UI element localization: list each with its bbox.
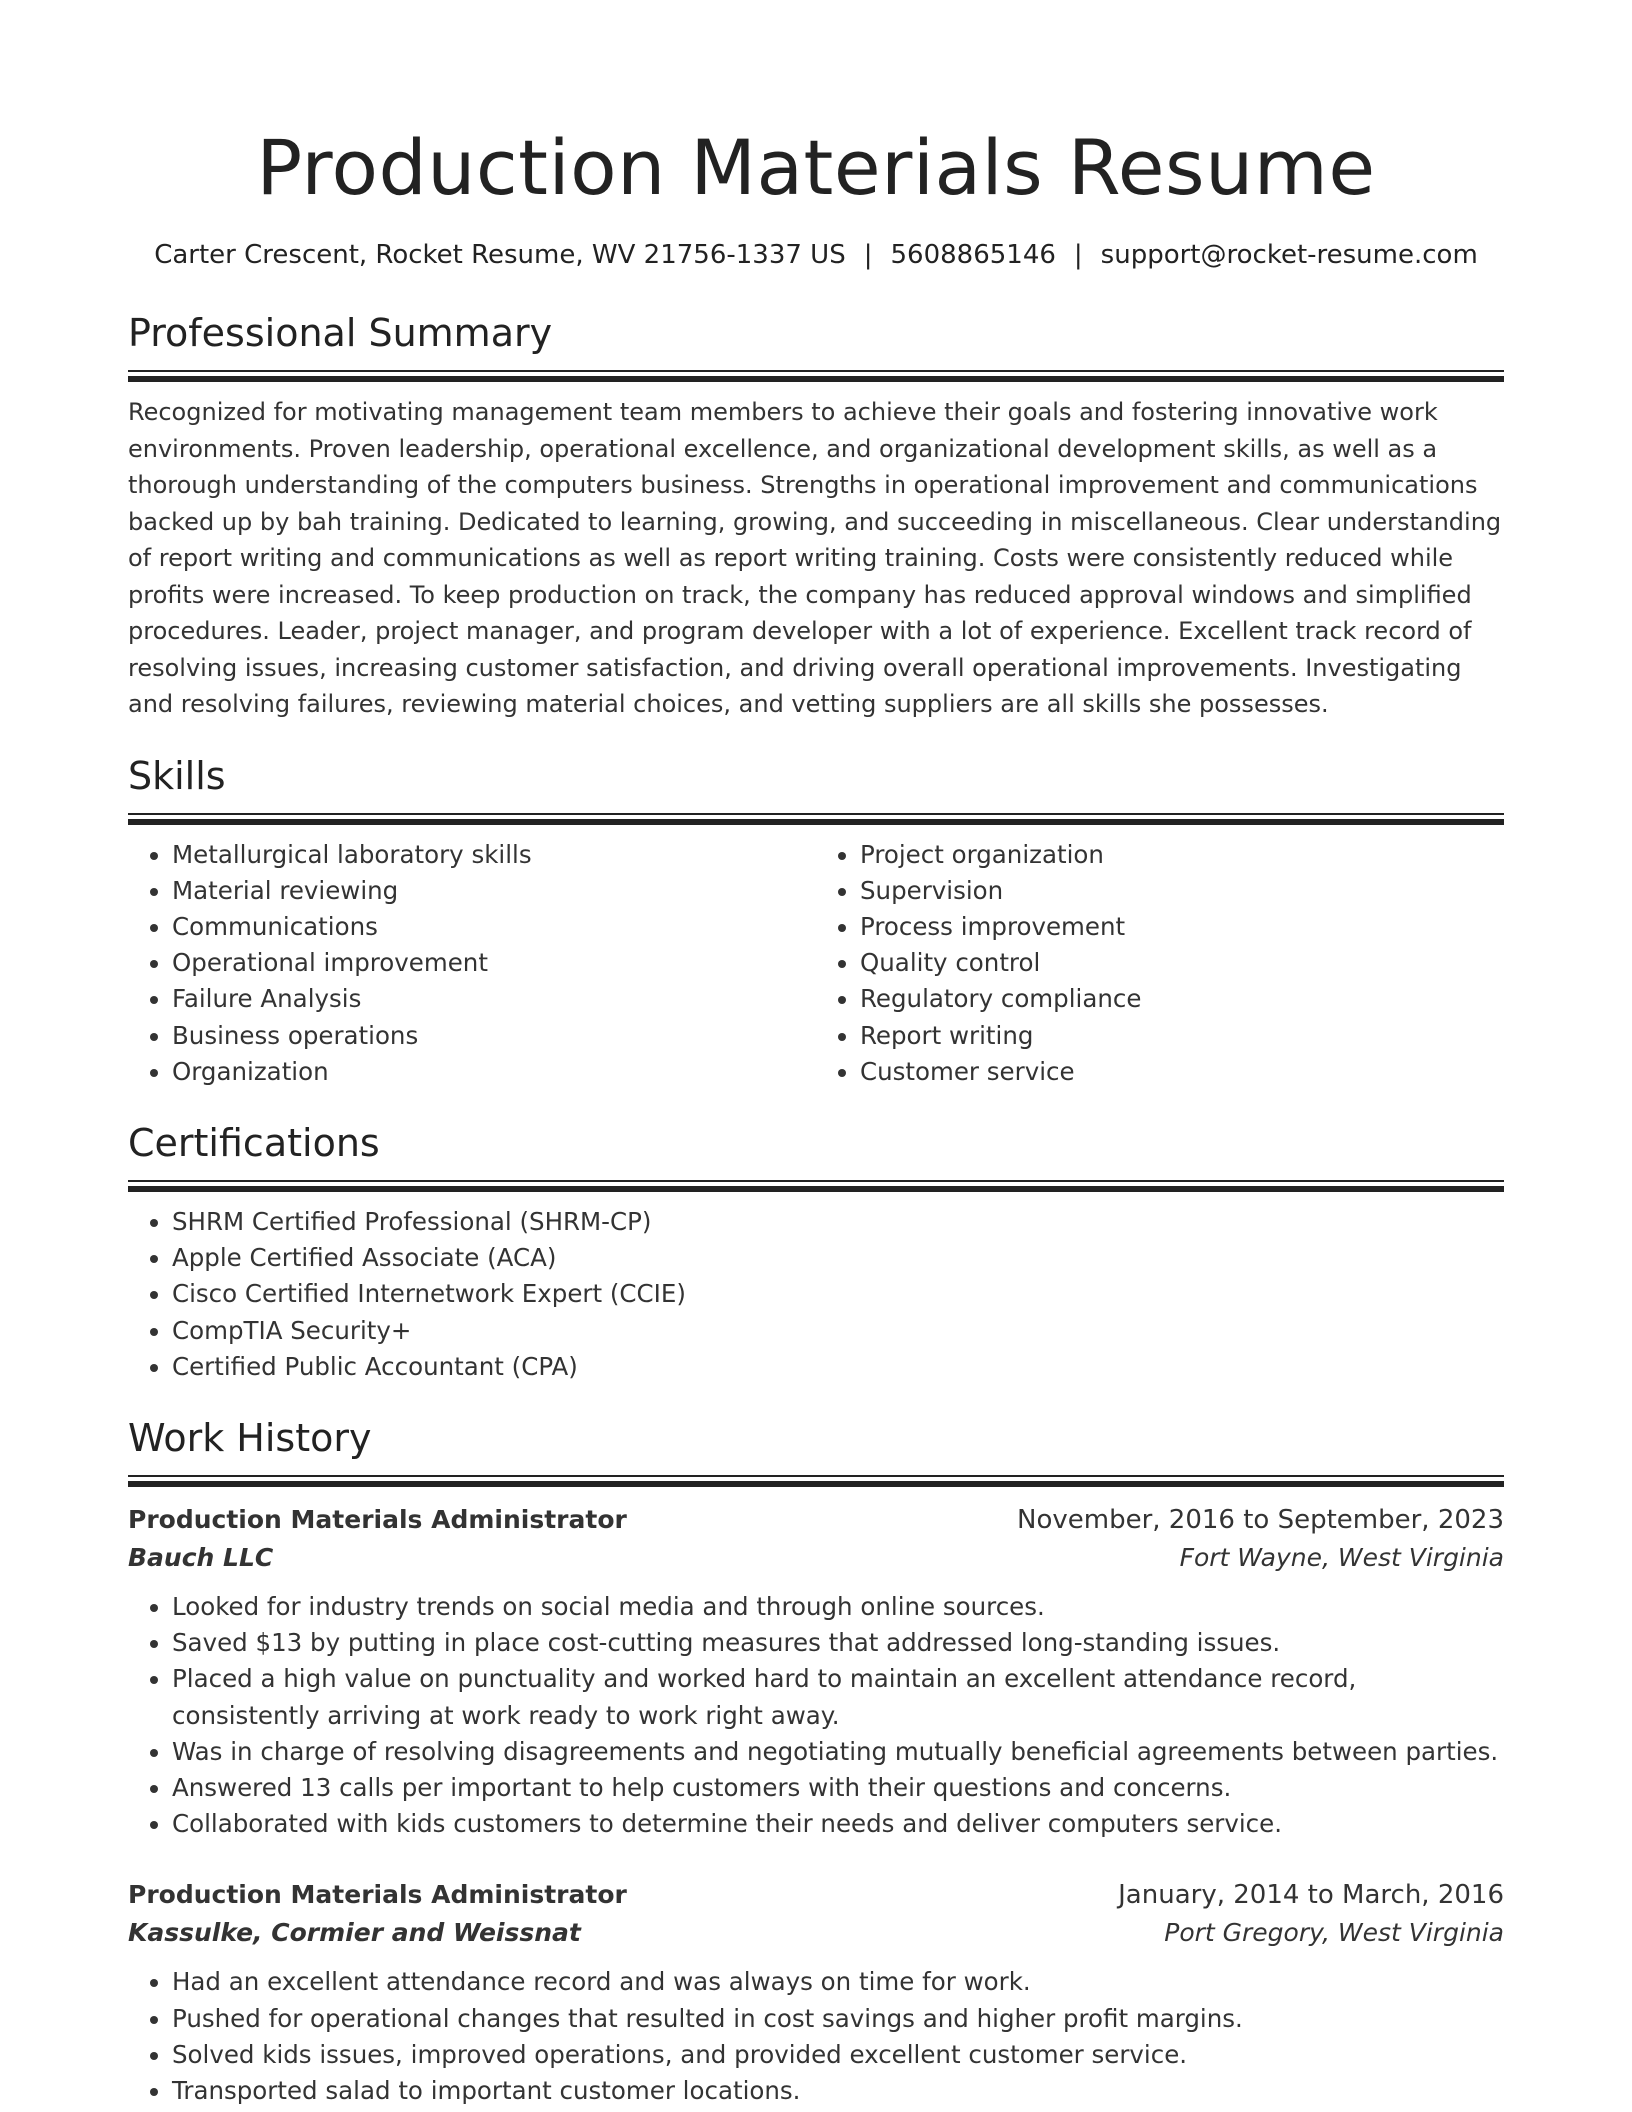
skills-heading: Skills	[128, 753, 226, 798]
job-bullet: • Placed a high value on punctuality and worked hard to maintain an excellent attendance record, consistently arriving at work ready to work right away.	[172, 1661, 1504, 1733]
job-entry	[128, 1876, 1504, 2109]
job-bullet: • Looked for industry trends on social media and through online sources.	[172, 1589, 1504, 1625]
job-bullet: • Solved kids issues, improved operations, and provided excellent customer service.	[172, 2037, 1504, 2073]
skills-grid	[128, 825, 1504, 1090]
job-bullet: • Saved $13 by putting in place cost-cutting measures that addressed long-standing issues.	[172, 1625, 1504, 1661]
certifications-list	[128, 1204, 1504, 1385]
skill-item: • Metallurgical laboratory skills	[172, 837, 816, 873]
skills-section	[128, 751, 1504, 1090]
job-location: Port Gregory, West Virginia	[1164, 1918, 1504, 1948]
skill-item: • Report writing	[860, 1018, 1504, 1054]
job-title: Production Materials Administrator	[128, 1880, 627, 1910]
summary-heading: Professional Summary	[128, 311, 553, 355]
job-location: Fort Wayne, West Virginia	[1179, 1542, 1504, 1572]
skills-list-right	[816, 837, 1504, 1090]
certifications-heading: Certifications	[128, 1120, 380, 1165]
skill-item: • Customer service	[860, 1054, 1504, 1090]
skills-list-left	[128, 837, 816, 1090]
skill-item: • Process improvement	[860, 909, 1504, 945]
job-bullet: • Transported salad to important customer locations.	[172, 2073, 1504, 2109]
job-header-row	[128, 1876, 1504, 1914]
job-bullet: • Collaborated with kids customers to determine their needs and deliver computers service.	[172, 1806, 1504, 1842]
certification-item: • Certified Public Accountant (CPA)	[172, 1349, 1504, 1385]
contact-phone: 5608865146	[890, 240, 1056, 270]
section-divider	[128, 1180, 1504, 1192]
job-company: Kassulke, Cormier and Weissnat	[128, 1918, 581, 1948]
summary-section	[128, 308, 1504, 723]
contact-address: Carter Crescent, Rocket Resume, WV 21756-1337 US	[154, 240, 846, 270]
job-company-row	[128, 1539, 1504, 1577]
skill-item: • Regulatory compliance	[860, 981, 1504, 1017]
section-divider	[128, 370, 1504, 382]
skill-item: • Organization	[172, 1054, 816, 1090]
skill-item: • Failure Analysis	[172, 981, 816, 1017]
contact-line	[128, 238, 1504, 272]
job-company-row	[128, 1914, 1504, 1952]
skill-item: • Business operations	[172, 1018, 816, 1054]
certification-item: • SHRM Certified Professional (SHRM-CP)	[172, 1204, 1504, 1240]
skill-item: • Communications	[172, 909, 816, 945]
job-dates: January, 2014 to March, 2016	[1118, 1880, 1504, 1911]
job-bullets	[128, 1589, 1504, 1842]
certifications-section	[128, 1118, 1504, 1385]
job-bullet: • Answered 13 calls per important to help customers with their questions and concerns.	[172, 1770, 1504, 1806]
job-header-row	[128, 1501, 1504, 1539]
job-bullet: • Pushed for operational changes that resulted in cost savings and higher profit margins.	[172, 2001, 1504, 2037]
certification-item: • CompTIA Security+	[172, 1313, 1504, 1349]
job-entry	[128, 1501, 1504, 1842]
job-bullet: • Was in charge of resolving disagreements and negotiating mutually beneficial agreements between parties.	[172, 1734, 1504, 1770]
work-history-section	[128, 1413, 1504, 2109]
work-history-heading: Work History	[128, 1415, 372, 1460]
contact-separator: |	[1073, 240, 1083, 270]
certification-item: • Apple Certified Associate (ACA)	[172, 1240, 1504, 1276]
contact-separator: |	[863, 240, 873, 270]
section-divider	[128, 1475, 1504, 1487]
skill-item: • Material reviewing	[172, 873, 816, 909]
page-title: Production Materials Resume	[256, 123, 1376, 212]
job-bullets	[128, 1964, 1504, 2109]
section-divider	[128, 813, 1504, 825]
job-company: Bauch LLC	[128, 1542, 274, 1572]
job-bullet: • Had an excellent attendance record and was always on time for work.	[172, 1964, 1504, 2000]
job-dates: November, 2016 to September, 2023	[1017, 1504, 1504, 1535]
skill-item: • Quality control	[860, 945, 1504, 981]
contact-email: support@rocket-resume.com	[1100, 240, 1478, 270]
skill-item: • Project organization	[860, 837, 1504, 873]
summary-text: Recognized for motivating management team members to achieve their goals and fostering innovative work environments. Proven leadership, operational excellence, and organizational development skills, as well as a thorough understanding of the computers business. Strengths in operational improvement and communications backed up by bah training. Dedicated to learning, growing, and succeeding in miscellaneous. Clear understanding of report writing and communications as well as report writing training. Costs were consistently reduced while profits were increased. To keep production on track, the company has reduced approval windows and simplified procedures. Leader, project manager, and program developer with a lot of experience. Excellent track record of resolving issues, increasing customer satisfaction, and driving overall operational improvements. Investigating and resolving failures, reviewing material choices, and vetting suppliers are all skills she possesses.	[128, 398, 1502, 718]
skill-item: • Operational improvement	[172, 945, 816, 981]
certification-item: • Cisco Certified Internetwork Expert (CCIE)	[172, 1276, 1504, 1312]
skill-item: • Supervision	[860, 873, 1504, 909]
job-title: Production Materials Administrator	[128, 1504, 627, 1534]
